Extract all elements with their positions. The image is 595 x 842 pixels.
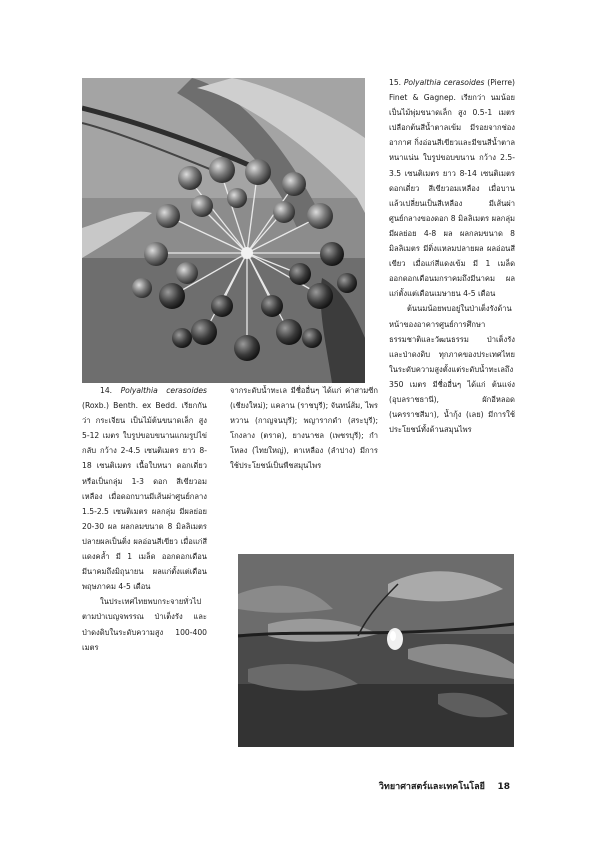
species-14-author: (Roxb.) Benth. ex Bedd. <box>82 401 178 411</box>
species-14-text <box>82 383 207 655</box>
species-15-habitat: ต้นนมน้อยพบอยู่ในป่าเต็งรังด้านหน้าของอาคารศูนย์การศึกษาธรรมชาติและวัฒนธรรม ป่าเต็งรัง และป่าดงดิบ ทุกภาคของประเทศไทย ในระดับความสูงตั้งแต่ระดับน้ำทะเลถึง 350 เมตร มีชื่ออื่นๆ ได้แก่ ต้นแจ่ง (อุบลราชธานี), ผักอีหลอด (นครราชสีมา), น้ำกุ้ง (เลย) มีการใช้ประโยชน์ทั้งด้านสมุนไพร <box>389 304 515 435</box>
species-15-text <box>389 75 515 437</box>
species-15-sci-name: Polyalthia cerasoides <box>403 78 485 87</box>
species-15-description: เรียกว่า นมน้อย เป็นไม้พุ่มขนาดเล็ก สูง 0.5-1 เมตร เปลือกต้นสีน้ำตาลเข้ม มีรอยจากช่องอากาศ กิ่งอ่อนสีเขียวและมีขนสีน้ำตาลหนาแน่น ใบรูปขอบขนาน กว้าง 2.5-3.5 เซนติเมตร ยาว 8-14 เซนติเมตร ดอกเดี่ยว สีเขียวอมเหลือง เมื่อบานแล้วเปลี่ยนเป็นสีเหลือง มีเส้นผ่าศูนย์กลางของดอก 8 มิลลิเมตร ผลกลุ่ม มีผลย่อย 4-8 ผล ผลกลมขนาด 8 มิลลิเมตร มีติ่งแหลมปลายผล ผลอ่อนสีเขียว เมื่อแก่สีแดงเข้ม มี 1 เมล็ด ออกดอกเดือนมกราคมถึงมีนาคม ผลแก่ตั้งแต่เดือนเมษายน 4-5 เดือน <box>389 93 516 299</box>
species-14-sci-name: Polyalthia cerasoides <box>120 386 207 395</box>
species-14-other-names: จากระดับน้ำทะเล มีชื่ออื่นๆ ได้แก่ ค่าสามซีก (เชียงใหม่); แคลาน (ราชบุรี); จันทน์ส้ม, ไพรหวาน (กาญจนบุรี); พญารากดำ (สระบุรี); โกงลาง (ตราด), ยางนาชล (เพชรบุรี); กำโหลง (ไทยใหญ่), ตาเหลือง (ลำปาง) มีการใช้ประโยชน์เป็นพืชสมุนไพร <box>230 386 378 471</box>
journal-name: วิทยาศาสตร์และเทคโนโลยี <box>378 782 485 792</box>
species-15-number: 15. <box>389 78 402 87</box>
species-14-habitat-continued <box>230 383 378 474</box>
species-14-habitat: ในประเทศไทยพบกระจายทั่วไปตามป่าเบญจพรรณ ป่าเต็งรัง และป่าดงดิบในระดับความสูง 100-400 เมตร <box>82 597 207 652</box>
species-14-description: เรียกกันว่า กระเจียน เป็นไม้ต้นขนาดเล็ก สูง 5-12 เมตร ใบรูปขอบขนานแกมรูปไข่กลับ กว้าง 2-4.5 เซนติเมตร ยาว 8-18 เซนติเมตร เนื้อใบหนา ดอกเดี่ยวหรือเป็นกลุ่ม 1-3 ดอก สีเขียวอมเหลือง เมื่อดอกบานมีเส้นผ่าศูนย์กลาง 1.5-2.5 เซนติเมตร ผลกลุ่ม มีผลย่อย 20-30 ผล ผลกลมขนาด 8 มิลลิเมตร ปลายผลเป็นติ่ง ผลอ่อนสีเขียว เมื่อแก่สีแดงคล้ำ มี 1 เมล็ด ออกดอกเดือนมีนาคมถึงมิถุนายน ผลแก่ตั้งแต่เดือนพฤษภาคม 4-5 เดือน <box>82 401 207 592</box>
page-footer <box>220 779 510 793</box>
fruit-cluster-photo <box>82 78 365 383</box>
page-number: 18 <box>497 782 510 792</box>
leafy-branch-photo <box>238 554 514 747</box>
species-15-author: (Pierre) Finet & Gagnep. <box>389 78 515 103</box>
species-14-number: 14. <box>100 386 113 395</box>
